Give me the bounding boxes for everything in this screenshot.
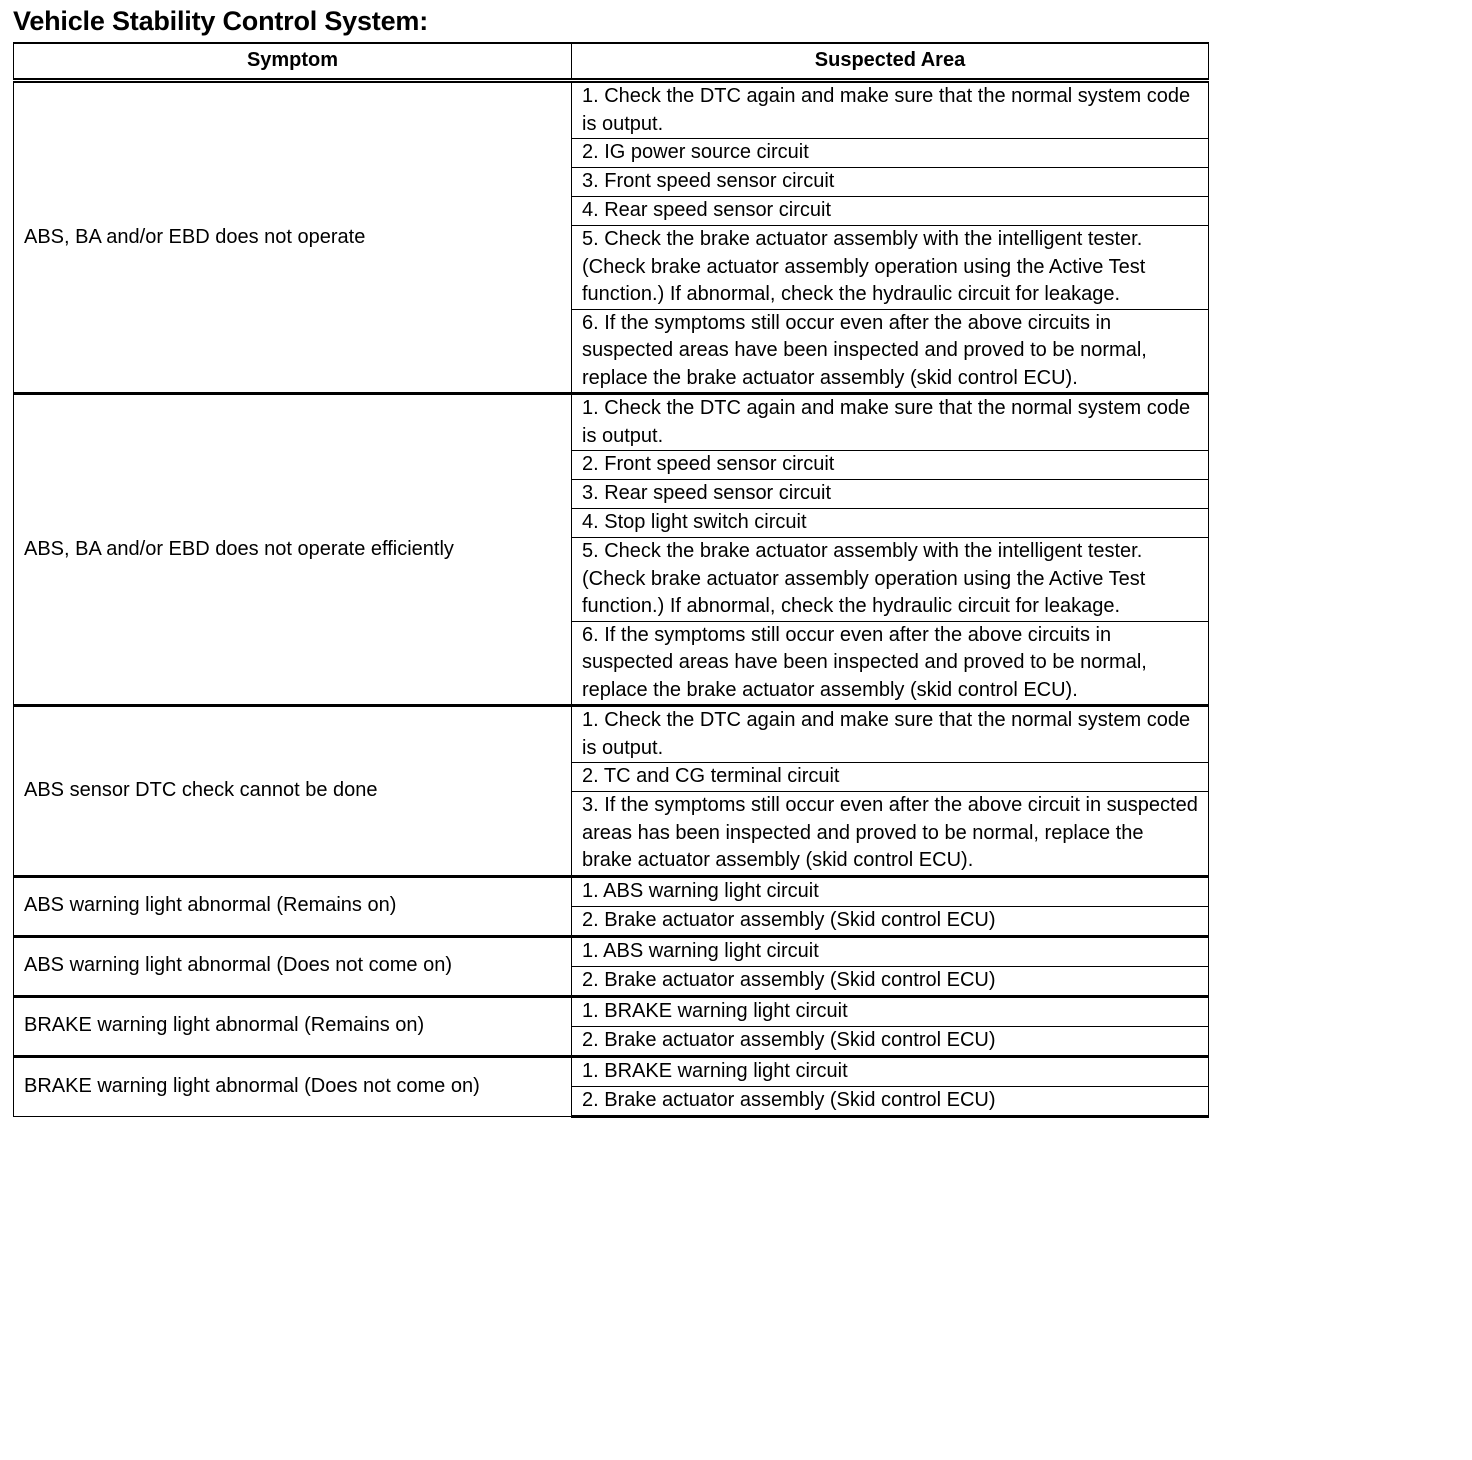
area-cell: 3. If the symptoms still occur even after the above circuit in suspected areas has been inspected and proved to be normal, replace the brake actuator assembly (skid control ECU). bbox=[572, 792, 1209, 877]
area-cell: 2. TC and CG terminal circuit bbox=[572, 763, 1209, 792]
area-cell: 5. Check the brake actuator assembly with the intelligent tester. (Check brake actuator assembly operation using the Active Test function.) If abnormal, check the hydraulic circuit for leakage. bbox=[572, 226, 1209, 310]
table-row bbox=[14, 876, 1209, 906]
table-header-row bbox=[14, 43, 1209, 81]
area-cell: 2. Brake actuator assembly (Skid control ECU) bbox=[572, 1026, 1209, 1056]
area-cell: 2. IG power source circuit bbox=[572, 139, 1209, 168]
table-row bbox=[14, 394, 1209, 451]
header-symptom: Symptom bbox=[14, 43, 572, 81]
page-title: Vehicle Stability Control System: bbox=[13, 6, 429, 36]
area-cell: 1. ABS warning light circuit bbox=[572, 876, 1209, 906]
header-suspected-area: Suspected Area bbox=[572, 43, 1209, 81]
area-cell: 1. Check the DTC again and make sure that the normal system code is output. bbox=[572, 81, 1209, 139]
symptom-cell: ABS sensor DTC check cannot be done bbox=[14, 706, 572, 877]
area-cell: 5. Check the brake actuator assembly with the intelligent tester. (Check brake actuator assembly operation using the Active Test function.) If abnormal, check the hydraulic circuit for leakage. bbox=[572, 538, 1209, 622]
area-cell: 3. Front speed sensor circuit bbox=[572, 168, 1209, 197]
area-cell: 1. BRAKE warning light circuit bbox=[572, 996, 1209, 1026]
area-cell: 4. Stop light switch circuit bbox=[572, 509, 1209, 538]
symptom-cell: ABS warning light abnormal (Remains on) bbox=[14, 876, 572, 936]
symptom-cell: ABS, BA and/or EBD does not operate bbox=[14, 81, 572, 394]
area-cell: 6. If the symptoms still occur even after the above circuits in suspected areas have been inspected and proved to be normal, replace the brake actuator assembly (skid control ECU). bbox=[572, 309, 1209, 394]
symptom-cell: BRAKE warning light abnormal (Does not come on) bbox=[14, 1056, 572, 1116]
table-row bbox=[14, 996, 1209, 1026]
table-row bbox=[14, 81, 1209, 139]
area-cell: 4. Rear speed sensor circuit bbox=[572, 197, 1209, 226]
symptom-table bbox=[13, 42, 1209, 1118]
symptom-cell: ABS, BA and/or EBD does not operate efficiently bbox=[14, 394, 572, 706]
area-cell: 6. If the symptoms still occur even after the above circuits in suspected areas have been inspected and proved to be normal, replace the brake actuator assembly (skid control ECU). bbox=[572, 621, 1209, 706]
area-cell: 1. ABS warning light circuit bbox=[572, 936, 1209, 966]
area-cell: 1. BRAKE warning light circuit bbox=[572, 1056, 1209, 1086]
area-cell: 2. Front speed sensor circuit bbox=[572, 451, 1209, 480]
table-row bbox=[14, 936, 1209, 966]
area-cell: 1. Check the DTC again and make sure that the normal system code is output. bbox=[572, 706, 1209, 763]
area-cell: 2. Brake actuator assembly (Skid control ECU) bbox=[572, 906, 1209, 936]
table-row bbox=[14, 1056, 1209, 1086]
symptom-cell: ABS warning light abnormal (Does not come on) bbox=[14, 936, 572, 996]
area-cell: 3. Rear speed sensor circuit bbox=[572, 480, 1209, 509]
area-cell: 2. Brake actuator assembly (Skid control ECU) bbox=[572, 1086, 1209, 1116]
area-cell: 1. Check the DTC again and make sure that the normal system code is output. bbox=[572, 394, 1209, 451]
symptom-cell: BRAKE warning light abnormal (Remains on) bbox=[14, 996, 572, 1056]
table-row bbox=[14, 706, 1209, 763]
area-cell: 2. Brake actuator assembly (Skid control ECU) bbox=[572, 966, 1209, 996]
